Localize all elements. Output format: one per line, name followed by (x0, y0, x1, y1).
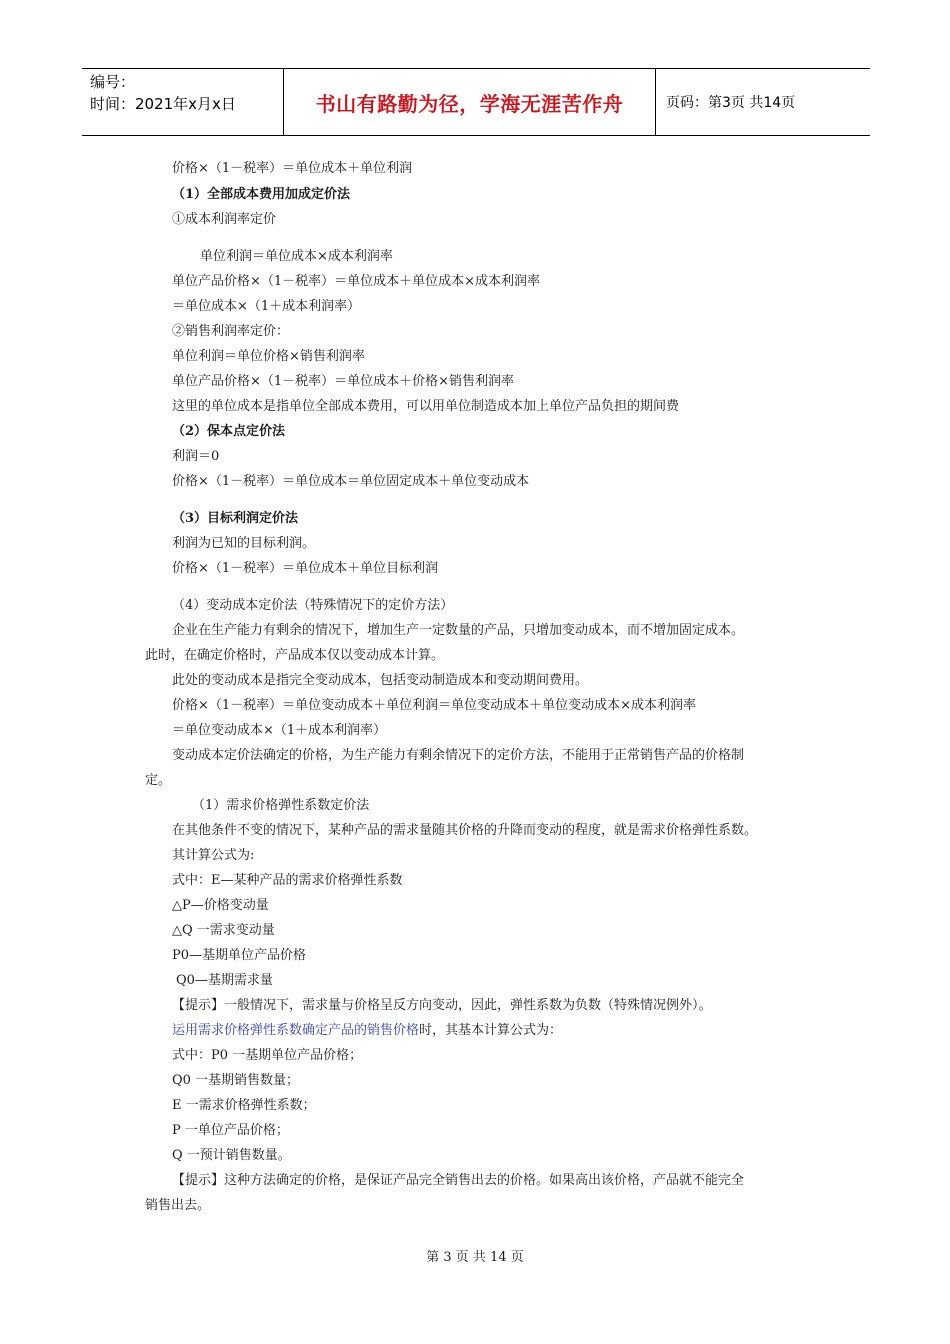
formula-line: ＝单位变动成本×（1＋成本利润率） (172, 723, 387, 738)
formula-line: 单位利润＝单位成本×成本利润率 (200, 249, 393, 264)
paragraph-line: 此时，在确定价格时，产品成本仅以变动成本计算。 (145, 648, 445, 663)
sub-heading: ①成本利润率定价 (172, 212, 277, 227)
paragraph-line: 定。 (145, 773, 172, 788)
definition-line: Q 一预计销售数量。 (172, 1148, 291, 1163)
definition-line: △Q 一需求变动量 (172, 923, 275, 938)
highlight-link[interactable]: 运用需求价格弹性系数确定产品的销售价格 (172, 1023, 420, 1038)
page-footer: 第 3 页 共 14 页 (426, 1250, 524, 1265)
tip-line: 【提示】这种方法确定的价格，是保证产品完全销售出去的价格。如果高出该价格，产品就不能完全 (172, 1173, 745, 1188)
paragraph-line: 在其他条件不变的情况下，某种产品的需求量随其价格的升降而变动的程度，就是需求价格弹性系数。 (172, 823, 758, 838)
paragraph-line: 变动成本定价法确定的价格，为生产能力有剩余情况下的定价方法，不能用于正常销售产品的价格制 (172, 748, 745, 763)
definition-line: △P—价格变动量 (172, 898, 269, 913)
header-page-label: 页码：第3页 共14页 (666, 95, 796, 111)
formula-line: 单位产品价格×（1－税率）＝单位成本＋单位成本×成本利润率 (172, 274, 541, 289)
definition-line: P0—基期单位产品价格 (172, 948, 307, 963)
paragraph-line: 销售出去。 (145, 1198, 211, 1213)
formula-line: 价格×（1－税率）＝单位成本＋单位目标利润 (172, 561, 439, 576)
time-label: 时间：2021年x月x日 (90, 95, 236, 113)
tip-line: 【提示】一般情况下，需求量与价格呈反方向变动，因此，弹性系数为负数（特殊情况例外）。 (172, 998, 712, 1013)
formula-line: 价格×（1－税率）＝单位成本＝单位固定成本＋单位变动成本 (172, 474, 530, 489)
header-motto: 书山有路勤为径，学海无涯苦作舟 (283, 69, 656, 135)
sub-heading: ②销售利润率定价： (172, 324, 290, 339)
paragraph-line: 这里的单位成本是指单位全部成本费用，可以用单位制造成本加上单位产品负担的期间费 (172, 399, 680, 414)
definition-line: Q0—基期需求量 (176, 973, 273, 988)
paragraph-line: 此处的变动成本是指完全变动成本，包括变动制造成本和变动期间费用。 (172, 673, 589, 688)
section-heading: （1）全部成本费用加成定价法 (172, 187, 351, 202)
section-heading: （2）保本点定价法 (172, 424, 286, 439)
paragraph-text: 时，其基本计算公式为： (419, 1023, 563, 1038)
section-heading: （1）需求价格弹性系数定价法 (192, 798, 370, 813)
formula-line: ＝单位成本×（1＋成本利润率） (172, 299, 361, 314)
definition-line: Q0 一基期销售数量； (172, 1073, 300, 1088)
page-header (82, 68, 870, 136)
definition-line: E 一需求价格弹性系数； (172, 1098, 316, 1113)
formula-line: 价格×（1－税率）＝单位成本＋单位利润 (172, 161, 413, 176)
definition-line: 式中：E—某种产品的需求价格弹性系数 (172, 873, 403, 888)
formula-line: 单位产品价格×（1－税率）＝单位成本＋价格×销售利润率 (172, 374, 515, 389)
paragraph-line: 其计算公式为: (172, 848, 255, 863)
formula-line: 利润＝0 (172, 449, 220, 464)
number-label: 编号： (90, 73, 136, 91)
formula-line: 单位利润＝单位价格×销售利润率 (172, 349, 365, 364)
section-heading: （3）目标利润定价法 (172, 511, 299, 526)
paragraph-line: 利润为已知的目标利润。 (172, 536, 316, 551)
section-heading: （4）变动成本定价法（特殊情况下的定价方法） (172, 598, 454, 613)
formula-line: 价格×（1－税率）＝单位变动成本＋单位利润＝单位变动成本＋单位变动成本×成本利润率 (172, 698, 697, 713)
header-meta (82, 69, 283, 135)
paragraph-line: 企业在生产能力有剩余的情况下，增加生产一定数量的产品，只增加变动成本，而不增加固定成本。 (172, 623, 745, 638)
paragraph-line (172, 1022, 562, 1040)
definition-line: P 一单位产品价格； (172, 1123, 289, 1138)
definition-line: 式中：P0 一基期单位产品价格； (172, 1048, 363, 1063)
